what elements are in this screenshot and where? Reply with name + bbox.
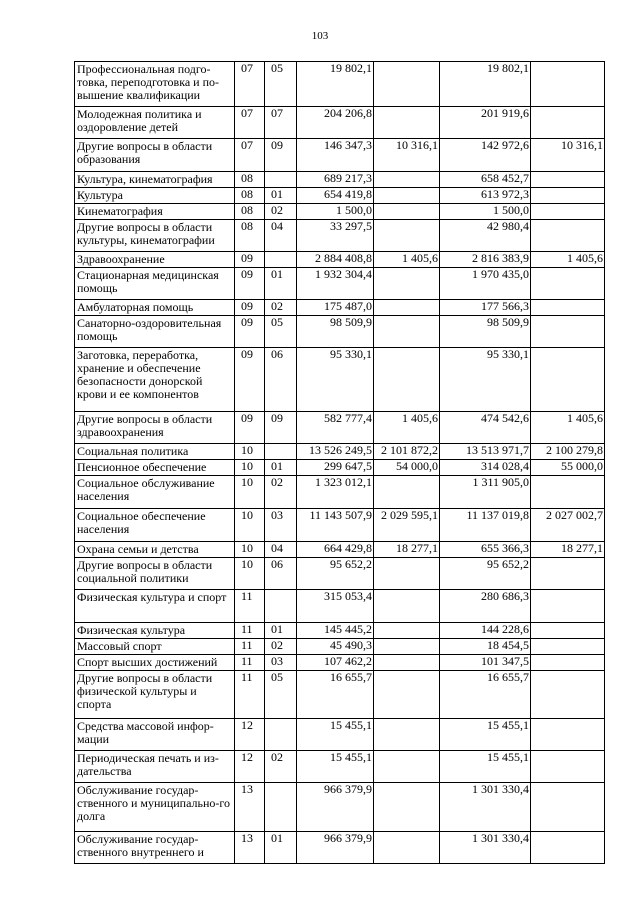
amount-federal-2: 2 027 002,7 [531,509,605,542]
amount-federal-1: 2 029 595,1 [374,509,440,542]
amount-total-2: 98 509,9 [440,316,531,348]
item-name: Социальная политика [75,444,235,460]
table-row [75,542,605,558]
item-name: Социальное обеспечение населения [75,509,235,542]
subsection-code [265,783,297,832]
amount-federal-2 [531,639,605,655]
section-code: 07 [235,107,265,139]
subsection-code: 01 [265,623,297,639]
table-row [75,655,605,671]
amount-federal-2 [531,623,605,639]
section-code: 08 [235,188,265,204]
section-code: 10 [235,542,265,558]
subsection-code: 09 [265,139,297,172]
table-row [75,220,605,252]
amount-federal-2 [531,832,605,864]
amount-federal-2 [531,348,605,412]
amount-total-1: 1 500,0 [297,204,374,220]
item-name: Другие вопросы в области образования [75,139,235,172]
amount-total-1: 1 323 012,1 [297,476,374,509]
table-row [75,639,605,655]
amount-federal-1: 1 405,6 [374,252,440,268]
table-row [75,252,605,268]
table-row [75,558,605,590]
amount-federal-2 [531,172,605,188]
amount-total-1: 15 455,1 [297,751,374,783]
amount-federal-1 [374,832,440,864]
amount-federal-2: 1 405,6 [531,412,605,444]
subsection-code [265,444,297,460]
section-code: 10 [235,558,265,590]
subsection-code: 01 [265,188,297,204]
table-row [75,107,605,139]
amount-total-1: 33 297,5 [297,220,374,252]
amount-total-2: 142 972,6 [440,139,531,172]
amount-federal-2 [531,590,605,623]
amount-total-1: 664 429,8 [297,542,374,558]
amount-total-2: 314 028,4 [440,460,531,476]
subsection-code: 02 [265,639,297,655]
subsection-code [265,172,297,188]
amount-federal-1 [374,316,440,348]
table-row [75,444,605,460]
subsection-code: 05 [265,62,297,107]
amount-total-2: 280 686,3 [440,590,531,623]
subsection-code [265,719,297,751]
subsection-code: 01 [265,832,297,864]
amount-total-2: 15 455,1 [440,719,531,751]
section-code: 09 [235,412,265,444]
item-name: Спорт высших достижений [75,655,235,671]
amount-federal-2: 10 316,1 [531,139,605,172]
table-row [75,832,605,864]
item-name: Физическая культура [75,623,235,639]
amount-total-1: 45 490,3 [297,639,374,655]
amount-federal-2 [531,751,605,783]
amount-total-1: 582 777,4 [297,412,374,444]
amount-total-1: 107 462,2 [297,655,374,671]
item-name: Другие вопросы в области здравоохранения [75,412,235,444]
table-row [75,139,605,172]
amount-total-1: 95 652,2 [297,558,374,590]
table-row [75,188,605,204]
amount-federal-2 [531,655,605,671]
subsection-code: 02 [265,204,297,220]
subsection-code: 02 [265,751,297,783]
amount-federal-1 [374,348,440,412]
amount-total-1: 966 379,9 [297,783,374,832]
section-code: 11 [235,655,265,671]
table-row [75,719,605,751]
amount-federal-2 [531,204,605,220]
section-code: 09 [235,300,265,316]
item-name: Культура, кинематография [75,172,235,188]
amount-total-2: 11 137 019,8 [440,509,531,542]
item-name: Другие вопросы в области физической культуры и спорта [75,671,235,719]
subsection-code [265,252,297,268]
table-row [75,204,605,220]
section-code: 13 [235,832,265,864]
item-name: Другие вопросы в области социальной политики [75,558,235,590]
amount-total-2: 101 347,5 [440,655,531,671]
amount-total-1: 2 884 408,8 [297,252,374,268]
section-code: 09 [235,316,265,348]
subsection-code: 01 [265,268,297,300]
amount-total-2: 1 311 905,0 [440,476,531,509]
subsection-code: 07 [265,107,297,139]
section-code: 11 [235,590,265,623]
amount-federal-1 [374,300,440,316]
amount-federal-1: 1 405,6 [374,412,440,444]
subsection-code: 05 [265,671,297,719]
amount-federal-1: 10 316,1 [374,139,440,172]
amount-federal-1 [374,220,440,252]
amount-federal-1 [374,107,440,139]
item-name: Физическая культура и спорт [75,590,235,623]
section-code: 11 [235,671,265,719]
subsection-code: 05 [265,316,297,348]
amount-federal-1 [374,655,440,671]
section-code: 13 [235,783,265,832]
amount-total-2: 1 301 330,4 [440,832,531,864]
table-row [75,412,605,444]
item-name: Культура [75,188,235,204]
amount-total-2: 474 542,6 [440,412,531,444]
table-row [75,268,605,300]
amount-total-2: 655 366,3 [440,542,531,558]
budget-table [74,61,605,864]
amount-federal-2 [531,719,605,751]
table-row [75,476,605,509]
item-name: Амбулаторная помощь [75,300,235,316]
section-code: 07 [235,139,265,172]
amount-federal-1: 18 277,1 [374,542,440,558]
amount-total-1: 15 455,1 [297,719,374,751]
table-row [75,460,605,476]
section-code: 08 [235,220,265,252]
amount-federal-1 [374,204,440,220]
subsection-code: 01 [265,460,297,476]
amount-federal-1 [374,719,440,751]
amount-federal-2 [531,220,605,252]
table-row [75,671,605,719]
amount-total-2: 613 972,3 [440,188,531,204]
item-name: Пенсионное обеспечение [75,460,235,476]
amount-federal-2 [531,476,605,509]
amount-total-1: 689 217,3 [297,172,374,188]
amount-federal-1 [374,671,440,719]
section-code: 10 [235,476,265,509]
section-code: 10 [235,460,265,476]
amount-total-2: 16 655,7 [440,671,531,719]
table-row [75,623,605,639]
item-name: Периодическая печать и из-дательства [75,751,235,783]
amount-total-2: 18 454,5 [440,639,531,655]
item-name: Охрана семьи и детства [75,542,235,558]
amount-federal-2 [531,62,605,107]
amount-federal-2 [531,783,605,832]
amount-federal-1 [374,751,440,783]
item-name: Стационарная медицинская помощь [75,268,235,300]
amount-total-2: 201 919,6 [440,107,531,139]
table-row [75,300,605,316]
amount-total-2: 42 980,4 [440,220,531,252]
amount-federal-2 [531,316,605,348]
section-code: 11 [235,639,265,655]
section-code: 08 [235,204,265,220]
amount-federal-1 [374,188,440,204]
amount-federal-2: 55 000,0 [531,460,605,476]
amount-total-2: 95 652,2 [440,558,531,590]
amount-total-2: 1 970 435,0 [440,268,531,300]
amount-federal-2: 2 100 279,8 [531,444,605,460]
amount-total-1: 966 379,9 [297,832,374,864]
budget-table-body [75,62,605,864]
item-name: Массовый спорт [75,639,235,655]
subsection-code: 03 [265,509,297,542]
subsection-code: 02 [265,300,297,316]
amount-total-1: 315 053,4 [297,590,374,623]
item-name: Средства массовой инфор-мации [75,719,235,751]
item-name: Здравоохранение [75,252,235,268]
amount-total-1: 13 526 249,5 [297,444,374,460]
section-code: 09 [235,252,265,268]
table-row [75,509,605,542]
amount-total-1: 654 419,8 [297,188,374,204]
table-row [75,62,605,107]
amount-total-2: 1 301 330,4 [440,783,531,832]
subsection-code: 06 [265,348,297,412]
amount-federal-1 [374,783,440,832]
item-name: Обслуживание государ-ственного внутреннего и [75,832,235,864]
table-row [75,590,605,623]
item-name: Профессиональная подго-товка, переподготовка и по-вышение квалификации [75,62,235,107]
amount-federal-1 [374,172,440,188]
amount-total-2: 13 513 971,7 [440,444,531,460]
subsection-code: 03 [265,655,297,671]
amount-federal-2: 1 405,6 [531,252,605,268]
amount-federal-2: 18 277,1 [531,542,605,558]
item-name: Другие вопросы в области культуры, кинематографии [75,220,235,252]
amount-federal-2 [531,300,605,316]
amount-federal-1 [374,590,440,623]
amount-federal-1 [374,558,440,590]
amount-total-1: 11 143 507,9 [297,509,374,542]
amount-total-2: 658 452,7 [440,172,531,188]
item-name: Заготовка, переработка, хранение и обеспечение безопасности донорской крови и ее компонентов [75,348,235,412]
section-code: 09 [235,348,265,412]
amount-federal-1 [374,268,440,300]
amount-federal-2 [531,188,605,204]
amount-federal-1 [374,623,440,639]
amount-total-1: 1 932 304,4 [297,268,374,300]
subsection-code: 04 [265,542,297,558]
section-code: 08 [235,172,265,188]
subsection-code: 04 [265,220,297,252]
subsection-code [265,590,297,623]
amount-federal-2 [531,558,605,590]
amount-total-2: 19 802,1 [440,62,531,107]
amount-total-2: 95 330,1 [440,348,531,412]
table-row [75,348,605,412]
section-code: 10 [235,509,265,542]
subsection-code: 02 [265,476,297,509]
table-row [75,751,605,783]
item-name: Кинематография [75,204,235,220]
amount-federal-1: 54 000,0 [374,460,440,476]
amount-total-1: 95 330,1 [297,348,374,412]
amount-federal-2 [531,268,605,300]
amount-total-1: 204 206,8 [297,107,374,139]
amount-total-2: 1 500,0 [440,204,531,220]
page-number: 103 [311,30,329,42]
subsection-code: 09 [265,412,297,444]
section-code: 11 [235,623,265,639]
item-name: Социальное обслуживание населения [75,476,235,509]
amount-total-1: 175 487,0 [297,300,374,316]
amount-total-2: 177 566,3 [440,300,531,316]
amount-federal-2 [531,671,605,719]
amount-total-2: 2 816 383,9 [440,252,531,268]
item-name: Молодежная политика и оздоровление детей [75,107,235,139]
item-name: Обслуживание государ-ственного и муниципально-го долга [75,783,235,832]
table-row [75,316,605,348]
amount-federal-2 [531,107,605,139]
amount-total-1: 146 347,3 [297,139,374,172]
amount-total-2: 15 455,1 [440,751,531,783]
item-name: Санаторно-оздоровительная помощь [75,316,235,348]
amount-total-1: 299 647,5 [297,460,374,476]
subsection-code: 06 [265,558,297,590]
amount-total-1: 98 509,9 [297,316,374,348]
amount-total-1: 16 655,7 [297,671,374,719]
amount-federal-1 [374,476,440,509]
table-row [75,783,605,832]
amount-total-1: 145 445,2 [297,623,374,639]
amount-total-1: 19 802,1 [297,62,374,107]
section-code: 12 [235,719,265,751]
section-code: 07 [235,62,265,107]
section-code: 10 [235,444,265,460]
section-code: 12 [235,751,265,783]
amount-federal-1: 2 101 872,2 [374,444,440,460]
amount-total-2: 144 228,6 [440,623,531,639]
table-row [75,172,605,188]
amount-federal-1 [374,639,440,655]
amount-federal-1 [374,62,440,107]
section-code: 09 [235,268,265,300]
